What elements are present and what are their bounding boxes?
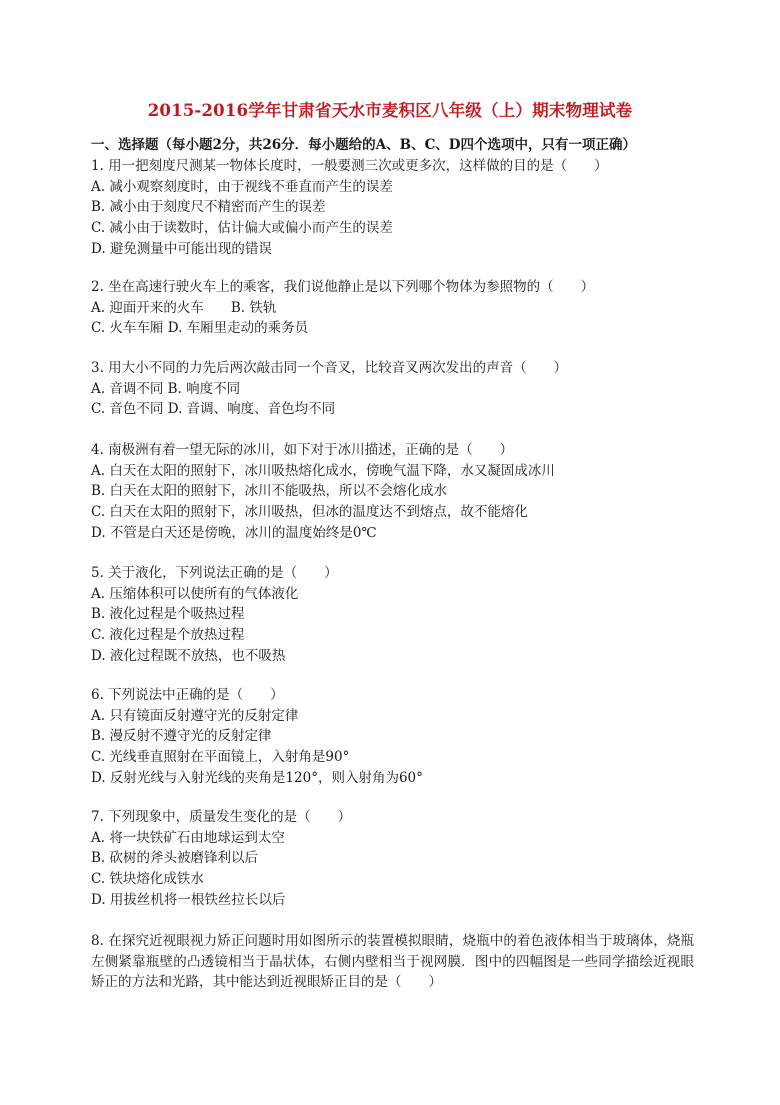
question-stem: 3. 用大小不同的力先后两次敲击同一个音叉，比较音叉两次发出的声音（ ） <box>91 360 568 376</box>
option-d: D. 反射光线与入射光线的夹角是120°，则入射角为60° <box>91 769 423 786</box>
option-cd: C. 音色不同 D. 音调、响度、音色均不同 <box>91 401 336 418</box>
question-4 <box>91 440 555 544</box>
question-7 <box>91 807 351 911</box>
question-2 <box>91 277 594 339</box>
question-stem: 6. 下列说法中正确的是（ ） <box>91 687 284 703</box>
option-b: B. 液化过程是个吸热过程 <box>91 606 245 623</box>
option-d: D. 避免测量中可能出现的错误 <box>91 240 272 257</box>
question-stem: 7. 下列现象中，质量发生变化的是（ ） <box>91 809 352 825</box>
option-a: A. 白天在太阳的照射下，冰川吸热熔化成水，傍晚气温下降，水又凝固成冰川 <box>91 462 555 479</box>
exam-title: 2015-2016学年甘肃省天水市麦积区八年级（上）期末物理试卷 <box>147 101 633 120</box>
option-c: C. 液化过程是个放热过程 <box>91 627 245 644</box>
option-a: A. 压缩体积可以使所有的气体液化 <box>91 585 299 602</box>
option-b: B. 漫反射不遵守光的反射定律 <box>91 728 272 745</box>
option-ab: A. 迎面开来的火车 B. 铁轨 <box>91 299 277 316</box>
option-d: D. 液化过程既不放热，也不吸热 <box>91 647 286 664</box>
option-a: A. 将一块铁矿石由地球运到太空 <box>91 829 285 846</box>
option-a: A. 减小观察刻度时，由于视线不垂直而产生的误差 <box>91 178 393 195</box>
option-c: C. 铁块熔化成铁水 <box>91 871 204 888</box>
question-stem: 4. 南极洲有着一望无际的冰川，如下对于冰川描述，正确的是（ ） <box>91 442 514 458</box>
option-a: A. 只有镜面反射遵守光的反射定律 <box>91 707 299 724</box>
question-5 <box>91 563 338 667</box>
question-1 <box>91 156 608 260</box>
option-c: C. 白天在太阳的照射下，冰川吸热，但冰的温度达不到熔点，故不能熔化 <box>91 504 528 521</box>
option-d: D. 不管是白天还是傍晚，冰川的温度始终是0℃ <box>91 524 377 541</box>
question-8 <box>91 931 694 993</box>
option-b: B. 砍树的斧头被磨锋利以后 <box>91 850 259 867</box>
option-c: C. 光线垂直照射在平面镜上，入射角是90° <box>91 749 350 766</box>
question-stem: 2. 坐在高速行驶火车上的乘客，我们说他静止是以下列哪个物体为参照物的（ ） <box>91 279 595 295</box>
question-stem: 1. 用一把刻度尺测某一物体长度时，一般要测三次或更多次，这样做的目的是（ ） <box>91 158 608 174</box>
option-d: D. 用拔丝机将一根铁丝拉长以后 <box>91 891 286 908</box>
question-stem: 8. 在探究近视眼视力矫正问题时用如图所示的装置模拟眼睛，烧瓶中的着色液体相当于玻璃体，烧瓶左侧紧靠瓶壁的凸透镜相当于晶状体，右侧内壁相当于视网膜．图中的四幅图是一些同学描绘近视眼矫正的方法和光路，其中能达到近视眼矫正目的是（ ） <box>91 933 694 991</box>
option-c: C. 减小由于读数时，估计偏大或偏小而产生的误差 <box>91 220 393 237</box>
option-cd: C. 火车车厢 D. 车厢里走动的乘务员 <box>91 320 309 337</box>
option-b: B. 白天在太阳的照射下，冰川不能吸热，所以不会熔化成水 <box>91 483 448 500</box>
section-heading: 一、选择题（每小题2分，共26分．每小题给的A、B、C、D四个选项中，只有一项正确） <box>91 137 637 153</box>
question-3 <box>91 358 567 420</box>
question-6 <box>91 685 423 789</box>
question-stem: 5. 关于液化，下列说法正确的是（ ） <box>91 565 338 581</box>
option-ab: A. 音调不同 B. 响度不同 <box>91 380 241 397</box>
option-b: B. 减小由于刻度尺不精密而产生的误差 <box>91 199 326 216</box>
